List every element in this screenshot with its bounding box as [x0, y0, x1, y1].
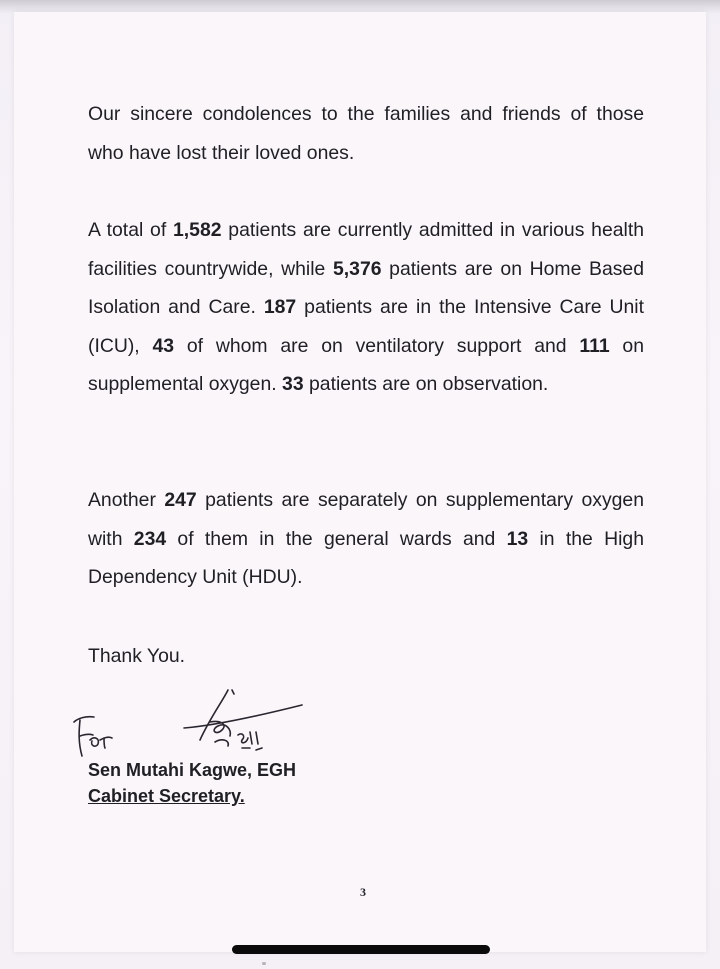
closing-line: Thank You.: [88, 645, 186, 667]
oxygen-paragraph: [88, 481, 644, 597]
ventilator-count: 43: [152, 334, 175, 357]
admitted-count: 1,582: [173, 219, 222, 241]
signer-title: Cabinet Secretary.: [88, 786, 245, 806]
page-number: 3: [360, 885, 366, 899]
condolences-text: Our sincere condolences to the families and friends of those who have lost their loved ones.: [88, 103, 644, 164]
hdu-count: 13: [506, 527, 529, 550]
observation-count: 33: [282, 373, 304, 396]
general-wards-count: 234: [133, 527, 167, 550]
text-segment: Another: [88, 489, 165, 511]
icu-count: 187: [263, 296, 297, 319]
admissions-paragraph: [88, 211, 644, 404]
text-segment: patients are in the Intensive Care Unit (ICU),: [88, 296, 644, 357]
condolences-paragraph: [88, 95, 644, 172]
handwritten-signature: [60, 680, 340, 770]
home-indicator-bar[interactable]: [232, 945, 490, 954]
bottom-speck: [262, 962, 266, 965]
text-segment: patients are currently admitted in various health facilities countrywide, while: [88, 219, 644, 280]
text-segment: patients are on Home Based Isolation and Care.: [88, 257, 645, 319]
text-segment: patients are on observation.: [303, 373, 549, 396]
text-segment: patients are separately on supplementary oxygen with: [88, 489, 644, 550]
text-segment: of whom are on ventilatory support and: [174, 334, 580, 357]
text-segment: on supplemental oxygen.: [88, 334, 644, 396]
home-isolation-count: 5,376: [332, 257, 382, 280]
text-segment: A total of: [88, 219, 173, 241]
supplementary-oxygen-count: 247: [164, 489, 197, 511]
text-segment: of them in the general wards and: [166, 527, 507, 550]
icu-oxygen-count: 111: [579, 334, 610, 357]
signer-name: Sen Mutahi Kagwe, EGH: [88, 760, 297, 780]
text-segment: in the High Dependency Unit (HDU).: [88, 527, 644, 589]
